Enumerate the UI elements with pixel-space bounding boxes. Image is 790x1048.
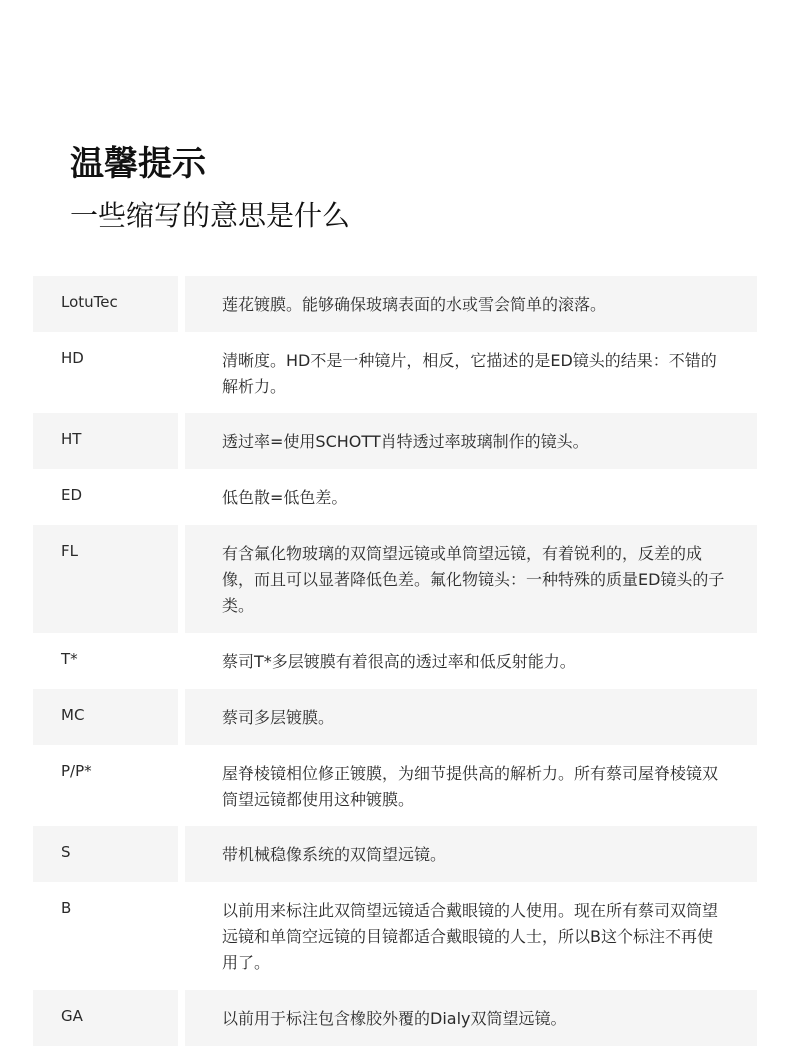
abbreviation-table — [33, 276, 757, 1046]
abbreviation-key: LotuTec — [33, 276, 178, 332]
abbreviation-description: 低色散=低色差。 — [222, 488, 348, 507]
header — [70, 140, 720, 238]
abbreviation-key: MC — [33, 689, 178, 745]
abbreviation-description: 蔡司T*多层镀膜有着很高的透过率和低反射能力。 — [222, 652, 576, 671]
abbreviation-key: ED — [61, 486, 83, 504]
abbreviation-description: 清晰度。HD不是一种镜片，相反，它描述的是ED镜头的结果：不错的解析力。 — [222, 351, 717, 396]
table-row — [33, 745, 757, 826]
table-row — [33, 525, 757, 633]
abbreviation-description: 莲花镀膜。能够确保玻璃表面的水或雪会简单的滚落。 — [185, 276, 757, 332]
abbreviation-description: 蔡司多层镀膜。 — [185, 689, 757, 745]
abbreviation-description: 透过率=使用SCHOTT肖特透过率玻璃制作的镜头。 — [185, 413, 757, 469]
abbreviation-key: GA — [33, 990, 178, 1046]
abbreviation-description: 以前用来标注此双筒望远镜适合戴眼镜的人使用。现在所有蔡司双筒望远镜和单筒空远镜的目镜都适合戴眼镜的人士，所以B这个标注不再使用了。 — [222, 901, 719, 972]
abbreviation-key: S — [33, 826, 178, 882]
table-row — [33, 826, 757, 882]
abbreviation-description: 有含氟化物玻璃的双筒望远镜或单筒望远镜，有着锐利的，反差的成像，而且可以显著降低色差。氟化物镜头：一种特殊的质量ED镜头的子类。 — [185, 525, 757, 633]
page-subtitle: 一些缩写的意思是什么 — [70, 199, 351, 232]
abbreviation-key: FL — [33, 525, 178, 633]
abbreviation-description: 屋脊棱镜相位修正镀膜，为细节提供高的解析力。所有蔡司屋脊棱镜双筒望远镜都使用这种镀膜。 — [222, 764, 719, 809]
abbreviation-description: 以前用于标注包含橡胶外覆的Dialy双筒望远镜。 — [185, 990, 757, 1046]
table-row — [33, 633, 757, 689]
table-row — [33, 276, 757, 332]
abbreviation-key: B — [61, 899, 72, 917]
page-title: 温馨提示 — [70, 144, 206, 184]
table-row — [33, 689, 757, 745]
abbreviation-description: 带机械稳像系统的双筒望远镜。 — [185, 826, 757, 882]
table-row — [33, 469, 757, 525]
table-row — [33, 332, 757, 413]
abbreviation-key: P/P* — [61, 762, 92, 780]
abbreviation-key: HT — [33, 413, 178, 469]
table-row — [33, 990, 757, 1046]
abbreviation-key: T* — [61, 650, 78, 668]
table-row — [33, 882, 757, 990]
table-row — [33, 413, 757, 469]
abbreviation-key: HD — [61, 349, 84, 367]
